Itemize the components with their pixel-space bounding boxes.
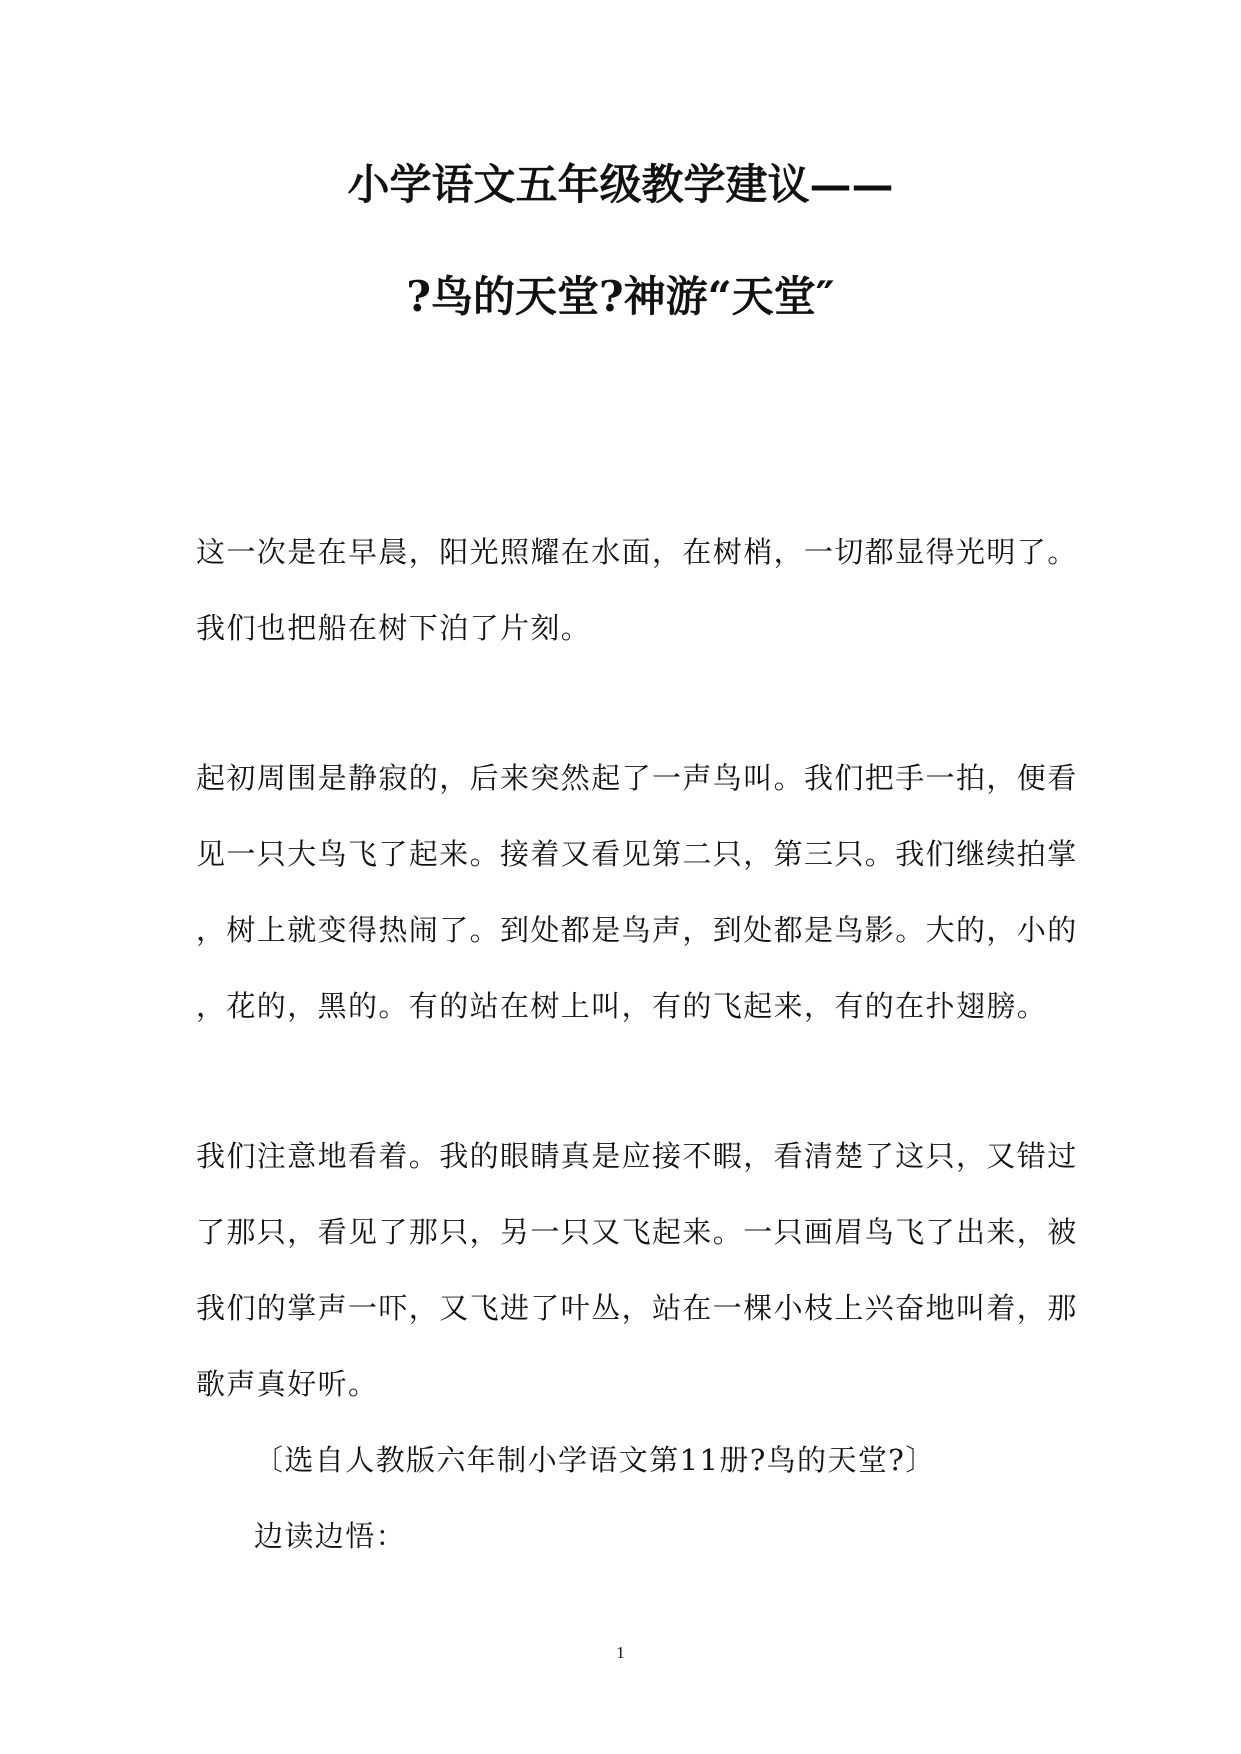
paragraph-1-line-2: 我们也把船在树下泊了片刻。 <box>196 611 592 645</box>
paragraph-2-line-3: ，树上就变得热闹了。到处都是鸟声，到处都是鸟影。大的，小的 <box>196 913 1078 947</box>
paragraph-2-line-2: 见一只大鸟飞了起来。接着又看见第二只，第三只。我们继续拍掌 <box>196 837 1078 871</box>
source-note: 〔选自人教版六年制小学语文第11册?鸟的天堂?〕 <box>254 1443 936 1477</box>
document-title-line-1: 小学语文五年级教学建议—— <box>347 160 894 209</box>
paragraph-2-line-4: ，花的，黑的。有的站在树上叫，有的飞起来，有的在扑翅膀。 <box>196 989 1048 1023</box>
paragraph-2-line-1: 起初周围是静寂的，后来突然起了一声鸟叫。我们把手一拍，便看 <box>196 761 1078 795</box>
paragraph-3-line-3: 我们的掌声一吓，又飞进了叶丛，站在一棵小枝上兴奋地叫着，那 <box>196 1291 1078 1325</box>
paragraph-3-line-4: 歌声真好听。 <box>196 1367 379 1401</box>
paragraph-3-line-2: 了那只，看见了那只，另一只又飞起来。一只画眉鸟飞了出来，被 <box>196 1215 1078 1249</box>
section-heading: 边读边悟： <box>254 1519 407 1553</box>
page-number: 1 <box>616 1643 625 1662</box>
paragraph-3-line-1: 我们注意地看着。我的眼睛真是应接不暇，看清楚了这只，又错过 <box>196 1139 1078 1173</box>
paragraph-1-line-1: 这一次是在早晨，阳光照耀在水面，在树梢，一切都显得光明了。 <box>196 535 1078 569</box>
document-title-line-2: ?鸟的天堂?神游“天堂″ <box>406 272 835 321</box>
